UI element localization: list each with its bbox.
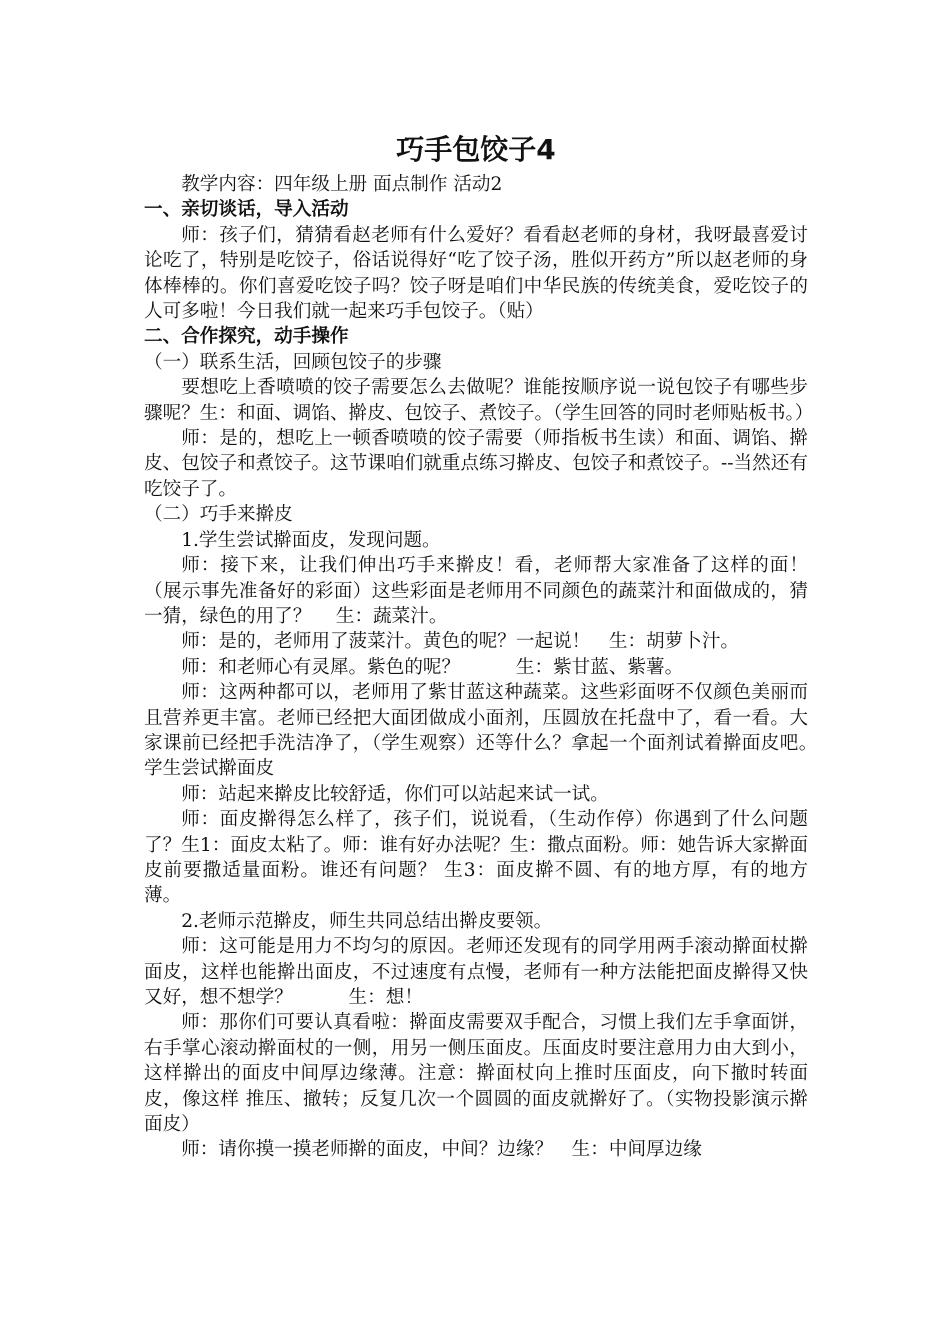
- paragraph: 师：是的，想吃上一顿香喷喷的饺子需要（师指板书生读）和面、调馅、擀皮、包饺子和煮饺子。这节课咱们就重点练习擀皮、包饺子和煮饺子。--当然还有吃饺子了。: [144, 428, 808, 500]
- section-heading: 二、合作探究，动手操作: [144, 326, 349, 348]
- paragraph: 师：是的，老师用了菠菜汁。黄色的呢？一起说！ 生：胡萝卜汁。: [181, 631, 740, 653]
- paragraph: 师：站起来擀皮比较舒适，你们可以站起来试一试。: [181, 783, 609, 805]
- document-body: [144, 130, 864, 1163]
- paragraph: 师：接下来，让我们伸出巧手来擀皮！看，老师帮大家准备了这样的面！（展示事先准备好的彩面）这些彩面是老师用不同颜色的蔬菜汁和面做成的，猜一猜，绿色的用了？ 生：蔬菜汁。: [144, 555, 808, 627]
- paragraph: 师：和老师心有灵犀。紫色的呢？ 生：紫甘蓝、紫薯。: [181, 656, 684, 678]
- paragraph: 要想吃上香喷喷的饺子需要怎么去做呢？谁能按顺序说一说包饺子有哪些步骤呢？生：和面、调馅、擀皮、包饺子、煮饺子。（学生回答的同时老师贴板书。）: [144, 377, 814, 424]
- paragraph: 师：请你摸一摸老师擀的面皮，中间？边缘？ 生：中间厚边缘: [181, 1139, 702, 1161]
- section-heading: 一、亲切谈话，导入活动: [144, 199, 349, 221]
- document-title: 巧手包饺子4: [396, 133, 556, 166]
- paragraph: 师：孩子们，猜猜看赵老师有什么爱好？看看赵老师的身材，我呀最喜爱讨论吃了，特别是吃饺子，俗话说得好“吃了饺子汤，胜似开药方”所以赵老师的身体棒棒的。你们喜爱吃饺子吗？饺子呀是咱们中华民族的传统美食，爱吃饺子的人可多啦！今日我们就一起来巧手包饺子。（贴）: [144, 224, 808, 323]
- subsection-heading: （一）联系生活，回顾包饺子的步骤: [144, 351, 442, 373]
- paragraph: 1.学生尝试擀面皮，发现问题。: [181, 529, 441, 551]
- paragraph: 师：这可能是用力不均匀的原因。老师还发现有的同学用两手滚动擀面杖擀面皮，这样也能擀出面皮，不过速度有点慢，老师有一种方法能把面皮擀得又快又好，想不想学？ 生：想！: [144, 936, 808, 1008]
- paragraph: 师：面皮擀得怎么样了，孩子们，说说看，（生动作停）你遇到了什么问题了？生1：面皮太粘了。师：谁有好办法呢？生：撒点面粉。师：她告诉大家擀面皮前要撒适量面粉。谁还有问题？ 生3：面皮擀不圆、有的地方厚，有的地方薄。: [144, 809, 808, 907]
- paragraph: 师：那你们可要认真看啦：擀面皮需要双手配合，习惯上我们左手拿面饼，右手掌心滚动擀面杖的一侧，用另一侧压面皮。压面皮时要注意用力由大到小，这样擀出的面皮中间厚边缘薄。注意：擀面杖向上推时压面皮，向下撤时转面皮，像这样 推压、撤转；反复几次一个圆圆的面皮就擀好了。（实物投影演示擀面皮）: [144, 1012, 808, 1136]
- paragraph: 2.老师示范擀皮，师生共同总结出擀皮要领。: [181, 910, 553, 932]
- paragraph: 师：这两种都可以，老师用了紫甘蓝这种蔬菜。这些彩面呀不仅颜色美丽而且营养更丰富。老师已经把大面团做成小面剂，压圆放在托盘中了，看一看。大家课前已经把手洗洁净了，（学生观察）还等什么？拿起一个面剂试着擀面皮吧。 学生尝试擀面皮: [144, 682, 864, 780]
- subsection-heading: （二）巧手来擀皮: [144, 504, 293, 526]
- teaching-content-line: 教学内容：四年级上册 面点制作 活动2: [181, 174, 503, 195]
